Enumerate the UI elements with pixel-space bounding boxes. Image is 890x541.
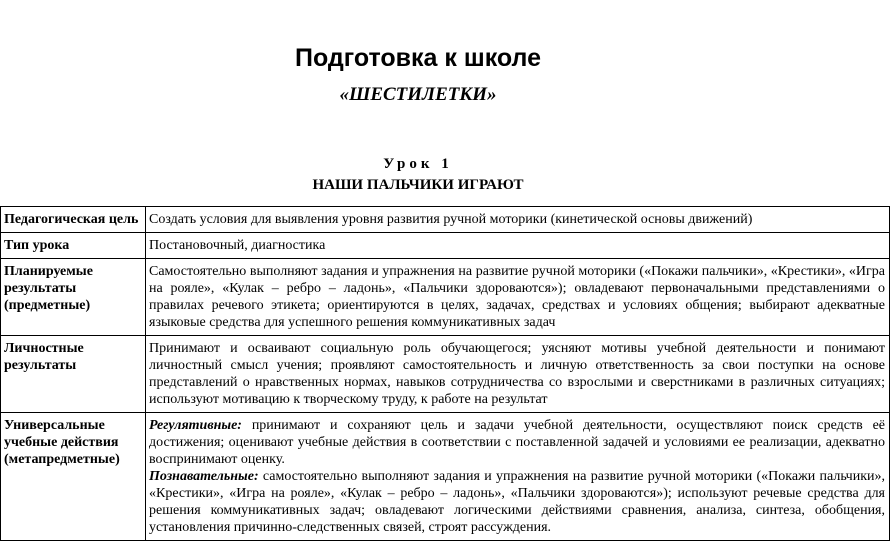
row-content <box>146 413 890 541</box>
regulatory-label: Регулятивные: <box>149 418 242 433</box>
cognitive-text: самостоятельно выполняют задания и упражнения на развитие ручной моторики («Покажи пальчики», «Крестики», «Игра на рояле», «Кулак – ребро – ладонь», «Пальчики здороваются»); используют речевые средства для решения коммуникативных задач; овладевают логическими действиями сравнения, анализа, синтеза, обобщения, установления причинно-следственных связей, строят рассуждения. <box>149 469 885 535</box>
page-subtitle: «ШЕСТИЛЕТКИ» <box>339 84 497 105</box>
table-row <box>1 336 890 413</box>
row-label: Педагогическая цель <box>1 207 146 233</box>
table-row <box>1 259 890 336</box>
page-title: Подготовка к школе <box>294 44 541 72</box>
lesson-number: Урок 1 <box>383 156 453 172</box>
row-content: Самостоятельно выполняют задания и упражнения на развитие ручной моторики («Покажи пальчики», «Крестики», «Игра на рояле», «Кулак – ребро – ладонь», «Пальчики здороваются»); овладевают первоначальными представлениями о правилах речевого этикета; ориентируются в целях, задачах, средствах и условиях общения; выбирают адекватные языковые средства для успешного решения коммуникативных задач <box>146 259 890 336</box>
table-row <box>1 413 890 541</box>
row-content: Принимают и осваивают социальную роль обучающегося; уясняют мотивы учебной деятельности и понимают личностный смысл учения; проявляют самостоятельность и личную ответственность за свои поступки на основе представлений о нравственных нормах, навыков сотрудничества со взрослыми и сверстниками в различных ситуациях; используют мотивацию к творческому труду, к работе на результат <box>146 336 890 413</box>
lesson-plan-table <box>0 206 890 541</box>
cognitive-paragraph <box>149 468 885 536</box>
row-label: Планируемые результаты (предметные) <box>1 259 146 336</box>
row-content: Создать условия для выявления уровня развития ручной моторики (кинетической основы движений) <box>146 207 890 233</box>
regulatory-paragraph <box>149 417 885 468</box>
cognitive-label: Познавательные: <box>149 469 259 484</box>
lesson-plan-table-wrapper <box>0 206 885 538</box>
row-label: Личностные результаты <box>1 336 146 413</box>
row-label: Тип урока <box>1 233 146 259</box>
row-label: Универсальные учебные действия (метапредметные) <box>1 413 146 541</box>
row-content: Постановочный, диагностика <box>146 233 890 259</box>
lesson-title: НАШИ ПАЛЬЧИКИ ИГРАЮТ <box>312 177 524 193</box>
table-row <box>1 207 890 233</box>
regulatory-text: принимают и сохраняют цель и задачи учебной деятельности, осуществляют поиск средств её достижения; оценивают учебные действия в соответствии с поставленной задачей и условиями ее реализации, адекватно воспринимают оценку. <box>149 418 885 467</box>
table-row <box>1 233 890 259</box>
